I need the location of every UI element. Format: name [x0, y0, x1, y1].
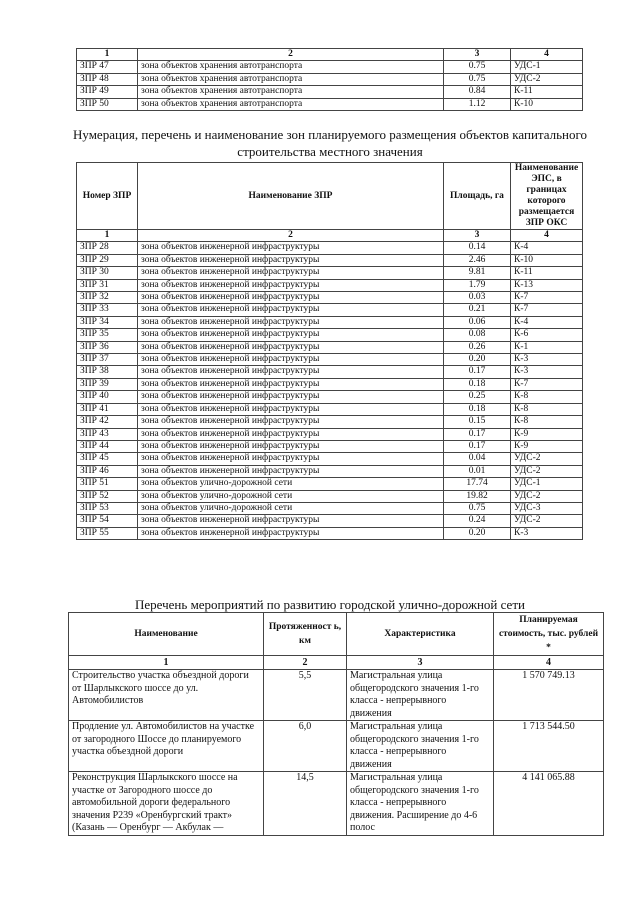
header-row [69, 613, 604, 656]
table-row [77, 527, 583, 539]
cell-name: зона объектов инженерной инфраструктуры [138, 354, 444, 366]
cell-id: ЗПР 35 [77, 329, 138, 341]
table-row [77, 416, 583, 428]
cell-id: ЗПР 48 [77, 73, 138, 85]
cell-eps: УДС-2 [511, 515, 583, 527]
cell-eps: УДС-2 [511, 465, 583, 477]
cell-area: 0.20 [444, 354, 511, 366]
cell-id: ЗПР 45 [77, 453, 138, 465]
cell-id: ЗПР 36 [77, 341, 138, 353]
cell-name: зона объектов инженерной инфраструктуры [138, 267, 444, 279]
cell-id: ЗПР 40 [77, 391, 138, 403]
cell-eps: К-11 [511, 86, 583, 98]
cell-area: 0.20 [444, 527, 511, 539]
cell-name: зона объектов инженерной инфраструктуры [138, 316, 444, 328]
cell-name: зона объектов инженерной инфраструктуры [138, 453, 444, 465]
cell-name: Строительство участка объездной дороги от Шарлыкского шоссе до ул. Автомобилистов [69, 670, 264, 721]
table-row [77, 292, 583, 304]
col-number: 1 [69, 656, 264, 670]
cell-area: 0.14 [444, 242, 511, 254]
table-row [77, 61, 583, 73]
cell-name: зона объектов инженерной инфраструктуры [138, 428, 444, 440]
header-id: Номер ЗПР [77, 163, 138, 230]
cell-id: ЗПР 34 [77, 316, 138, 328]
table-row [77, 73, 583, 85]
cell-name: зона объектов инженерной инфраструктуры [138, 527, 444, 539]
table-row [77, 453, 583, 465]
cell-name: зона объектов хранения автотранспорта [138, 61, 444, 73]
header-eps: Наименование ЭПС, в границах которого размещается ЗПР ОКС [511, 163, 583, 230]
cell-name: зона объектов инженерной инфраструктуры [138, 403, 444, 415]
cell-eps: К-9 [511, 428, 583, 440]
cell-eps: УДС-2 [511, 453, 583, 465]
col-number: 3 [347, 656, 494, 670]
cell-name: зона объектов инженерной инфраструктуры [138, 391, 444, 403]
cell-id: ЗПР 42 [77, 416, 138, 428]
col-number: 1 [77, 49, 138, 61]
table-row [77, 98, 583, 110]
cell-eps: К-7 [511, 304, 583, 316]
cell-area: 0.24 [444, 515, 511, 527]
cell-id: ЗПР 47 [77, 61, 138, 73]
cell-eps: УДС-1 [511, 61, 583, 73]
cell-cost: 4 141 065.88 [494, 772, 604, 836]
table-row [77, 254, 583, 266]
cell-id: ЗПР 49 [77, 86, 138, 98]
cell-eps: К-4 [511, 316, 583, 328]
cell-eps: К-1 [511, 341, 583, 353]
cell-id: ЗПР 43 [77, 428, 138, 440]
cell-area: 0.17 [444, 428, 511, 440]
cell-area: 0.04 [444, 453, 511, 465]
table-row [77, 478, 583, 490]
cell-name: зона объектов хранения автотранспорта [138, 86, 444, 98]
cell-name: зона объектов хранения автотранспорта [138, 73, 444, 85]
cell-area: 0.17 [444, 440, 511, 452]
cell-length: 14,5 [264, 772, 347, 836]
table-row [77, 316, 583, 328]
cell-length: 6,0 [264, 721, 347, 772]
table-row [77, 515, 583, 527]
cell-name: зона объектов инженерной инфраструктуры [138, 254, 444, 266]
cell-id: ЗПР 32 [77, 292, 138, 304]
col-number: 2 [138, 230, 444, 242]
col-number: 1 [77, 230, 138, 242]
cell-area: 0.75 [444, 502, 511, 514]
cell-eps: К-8 [511, 416, 583, 428]
table-row [77, 465, 583, 477]
table-row [77, 86, 583, 98]
cell-eps: К-13 [511, 279, 583, 291]
cell-eps: К-3 [511, 366, 583, 378]
cell-id: ЗПР 29 [77, 254, 138, 266]
cell-id: ЗПР 33 [77, 304, 138, 316]
cell-id: ЗПР 39 [77, 378, 138, 390]
cell-eps: К-8 [511, 391, 583, 403]
cell-name: зона объектов улично-дорожной сети [138, 478, 444, 490]
cell-name: зона объектов инженерной инфраструктуры [138, 329, 444, 341]
cell-eps: К-4 [511, 242, 583, 254]
table-row [77, 428, 583, 440]
table-row [77, 304, 583, 316]
col-number: 4 [511, 230, 583, 242]
column-number-row [77, 49, 583, 61]
cell-eps: УДС-2 [511, 490, 583, 502]
cell-id: ЗПР 54 [77, 515, 138, 527]
cell-name: зона объектов улично-дорожной сети [138, 490, 444, 502]
table-row [77, 329, 583, 341]
cell-area: 0.84 [444, 86, 511, 98]
cell-eps: К-10 [511, 254, 583, 266]
cell-eps: К-11 [511, 267, 583, 279]
cell-eps: К-6 [511, 329, 583, 341]
cell-area: 17.74 [444, 478, 511, 490]
cell-eps: УДС-1 [511, 478, 583, 490]
cell-eps: УДС-3 [511, 502, 583, 514]
cell-area: 0.25 [444, 391, 511, 403]
cell-name: зона объектов инженерной инфраструктуры [138, 515, 444, 527]
cell-id: ЗПР 52 [77, 490, 138, 502]
cell-id: ЗПР 50 [77, 98, 138, 110]
table-row [77, 391, 583, 403]
table-row [77, 502, 583, 514]
col-number: 4 [494, 656, 604, 670]
col-number: 3 [444, 49, 511, 61]
column-number-row [69, 656, 604, 670]
road-measures-table [68, 612, 604, 836]
header-characteristic: Характеристика [347, 613, 494, 656]
cell-name: Реконструкция Шарлыкского шоссе на участке от Загородного шоссе до автомобильной дороги федерального значения Р239 «Оренбургский тракт» (Казань — Оренбург — Акбулак — [69, 772, 264, 836]
cell-name: зона объектов инженерной инфраструктуры [138, 341, 444, 353]
cell-id: ЗПР 38 [77, 366, 138, 378]
cell-name: зона объектов улично-дорожной сети [138, 502, 444, 514]
cell-name: Продление ул. Автомобилистов на участке от загородного Шоссе до планируемого участка объездной дороги [69, 721, 264, 772]
cell-name: зона объектов инженерной инфраструктуры [138, 416, 444, 428]
cell-area: 19.82 [444, 490, 511, 502]
column-number-row [77, 230, 583, 242]
cell-name: зона объектов инженерной инфраструктуры [138, 242, 444, 254]
cell-eps: К-3 [511, 354, 583, 366]
cell-area: 9.81 [444, 267, 511, 279]
cell-name: зона объектов инженерной инфраструктуры [138, 378, 444, 390]
cell-id: ЗПР 53 [77, 502, 138, 514]
cell-area: 0.08 [444, 329, 511, 341]
section3-title: Перечень мероприятий по развитию городской улично-дорожной сети [135, 597, 525, 612]
table-row [77, 366, 583, 378]
cell-characteristic: Магистральная улица общегородского значения 1-го класса - непрерывного движения. Расширение до 4-6 полос [347, 772, 494, 836]
cell-area: 1.12 [444, 98, 511, 110]
cell-area: 0.21 [444, 304, 511, 316]
col-number: 2 [264, 656, 347, 670]
cell-name: зона объектов инженерной инфраструктуры [138, 465, 444, 477]
cell-name: зона объектов инженерной инфраструктуры [138, 292, 444, 304]
cell-name: зона объектов инженерной инфраструктуры [138, 279, 444, 291]
cell-id: ЗПР 46 [77, 465, 138, 477]
cell-eps: К-9 [511, 440, 583, 452]
cell-characteristic: Магистральная улица общегородского значения 1-го класса - непрерывного движения [347, 670, 494, 721]
header-length: Протяженност ь, км [264, 613, 347, 656]
table-row [69, 772, 604, 836]
table-row [77, 490, 583, 502]
header-row [77, 163, 583, 230]
cell-area: 0.17 [444, 366, 511, 378]
header-cost: Планируемая стоимость, тыс. рублей * [494, 613, 604, 656]
cell-area: 1.79 [444, 279, 511, 291]
table-row [69, 721, 604, 772]
cell-area: 0.18 [444, 403, 511, 415]
cell-name: зона объектов инженерной инфраструктуры [138, 366, 444, 378]
cell-eps: К-8 [511, 403, 583, 415]
col-number: 2 [138, 49, 444, 61]
cell-length: 5,5 [264, 670, 347, 721]
cell-area: 0.75 [444, 73, 511, 85]
section2-title-line1: Нумерация, перечень и наименование зон планируемого размещения объектов капитального [72, 127, 588, 142]
cell-id: ЗПР 44 [77, 440, 138, 452]
table-row [77, 403, 583, 415]
table-row [77, 440, 583, 452]
cell-id: ЗПР 55 [77, 527, 138, 539]
header-name: Наименование [69, 613, 264, 656]
section2-title-line2: строительства местного значения [237, 144, 423, 159]
cell-id: ЗПР 28 [77, 242, 138, 254]
cell-id: ЗПР 31 [77, 279, 138, 291]
cell-area: 0.15 [444, 416, 511, 428]
cell-id: ЗПР 37 [77, 354, 138, 366]
cell-area: 0.01 [444, 465, 511, 477]
section2-title [40, 126, 620, 160]
table-row [77, 354, 583, 366]
table-row [77, 267, 583, 279]
header-name: Наименование ЗПР [138, 163, 444, 230]
cell-eps: К-3 [511, 527, 583, 539]
header-area: Площадь, га [444, 163, 511, 230]
cell-eps: К-10 [511, 98, 583, 110]
cell-area: 0.03 [444, 292, 511, 304]
cell-area: 0.75 [444, 61, 511, 73]
table-row [77, 279, 583, 291]
cell-area: 0.06 [444, 316, 511, 328]
cell-name: зона объектов хранения автотранспорта [138, 98, 444, 110]
cell-characteristic: Магистральная улица общегородского значения 1-го класса - непрерывного движения [347, 721, 494, 772]
table-row [69, 670, 604, 721]
table-row [77, 341, 583, 353]
col-number: 3 [444, 230, 511, 242]
cell-id: ЗПР 30 [77, 267, 138, 279]
zpr-table [76, 162, 583, 540]
cell-eps: К-7 [511, 378, 583, 390]
cell-name: зона объектов инженерной инфраструктуры [138, 304, 444, 316]
cell-area: 0.18 [444, 378, 511, 390]
table-row [77, 242, 583, 254]
cell-id: ЗПР 51 [77, 478, 138, 490]
cell-id: ЗПР 41 [77, 403, 138, 415]
table-row [77, 378, 583, 390]
cell-cost: 1 570 749.13 [494, 670, 604, 721]
cell-cost: 1 713 544.50 [494, 721, 604, 772]
cell-eps: К-7 [511, 292, 583, 304]
cell-area: 0.26 [444, 341, 511, 353]
cell-eps: УДС-2 [511, 73, 583, 85]
zpr-table-continued [76, 48, 583, 111]
cell-area: 2.46 [444, 254, 511, 266]
col-number: 4 [511, 49, 583, 61]
cell-name: зона объектов инженерной инфраструктуры [138, 440, 444, 452]
